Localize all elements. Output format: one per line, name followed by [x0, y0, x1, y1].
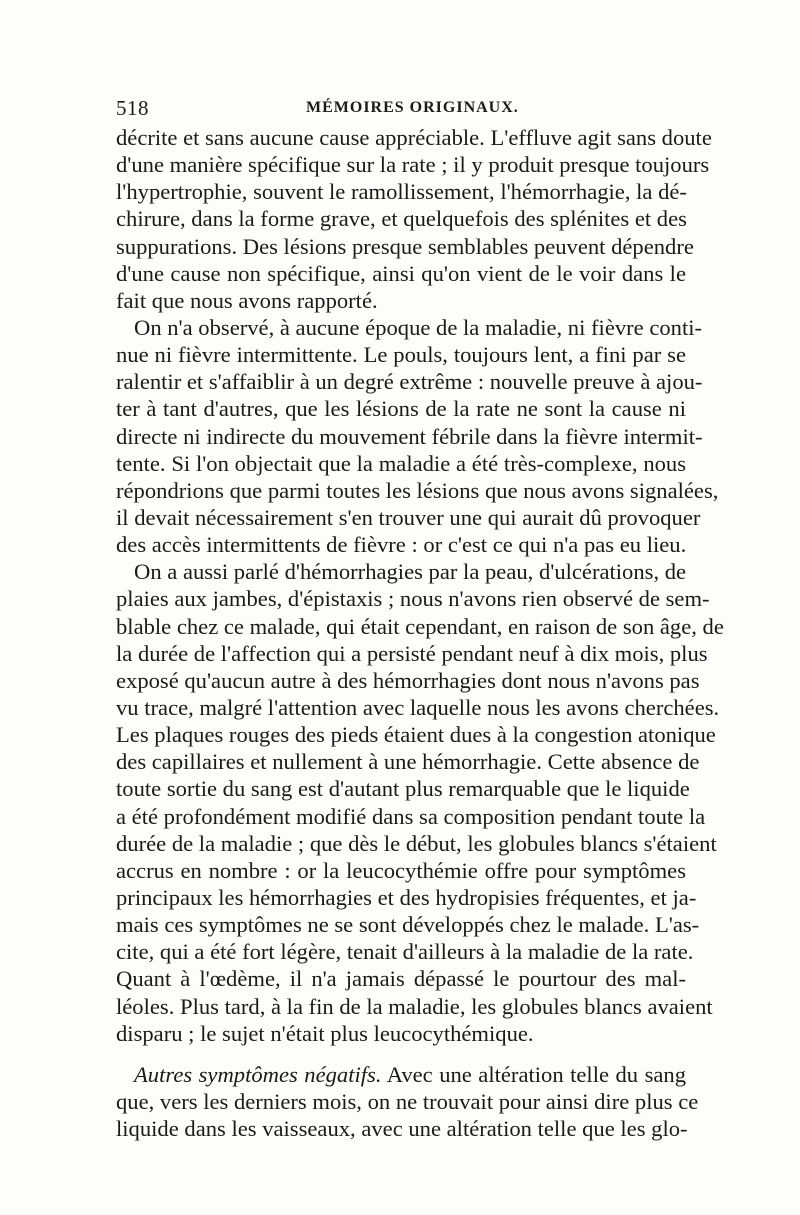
text-line: chirure, dans la forme grave, et quelquefois des splénites et des	[116, 206, 687, 232]
text-line: exposé qu'aucun autre à des hémorrhagies dont nous n'avons pas	[116, 667, 700, 693]
text-run: Avec une altération telle du sang	[381, 1061, 686, 1087]
running-header	[116, 96, 686, 124]
text-line: On n'a observé, à aucune époque de la maladie, ni fièvre conti-	[134, 314, 703, 340]
section-heading: Autres symptômes négatifs.	[134, 1061, 382, 1087]
page-number: 518	[116, 96, 149, 120]
text-line: décrite et sans aucune cause appréciable. L'effluve agit sans doute	[116, 125, 712, 150]
text-line: fait que nous avons rapporté.	[116, 287, 378, 313]
text-line: d'une cause non spécifique, ainsi qu'on vient de le voir dans le	[116, 260, 686, 286]
text-line	[116, 1061, 686, 1088]
paragraph	[116, 558, 724, 1047]
text-line: ter à tant d'autres, que les lésions de la rate ne sont la cause ni	[116, 396, 686, 422]
text-line: ralentir et s'affaiblir à un degré extrême : nouvelle preuve à ajou-	[116, 369, 703, 395]
text-line: des capillaires et nullement à une hémorrhagie. Cette absence de	[116, 749, 700, 775]
text-line: Les plaques rouges des pieds étaient dues à la congestion atonique	[116, 722, 716, 748]
running-title: MÉMOIRES ORIGINAUX.	[306, 99, 519, 116]
text-line: répondrions que parmi toutes les lésions que nous avons signalées,	[116, 477, 719, 503]
text-line: plaies aux jambes, d'épistaxis ; nous n'avons rien observé de sem-	[116, 586, 710, 612]
text-line: il devait nécessairement s'en trouver une qui aurait dû provoquer	[116, 504, 701, 530]
text-line: cite, qui a été fort légère, tenait d'ailleurs à la maladie de la rate.	[116, 939, 694, 965]
text-line: Quant à l'œdème, il n'a jamais dépassé le pourtour des mal-	[116, 966, 686, 992]
text-line: que, vers les derniers mois, on ne trouvait pour ainsi dire plus ce	[116, 1088, 699, 1114]
text-line: tente. Si l'on objectait que la maladie a été très-complexe, nous	[116, 450, 686, 476]
text-line: On a aussi parlé d'hémorrhagies par la peau, d'ulcérations, de	[134, 559, 687, 585]
text-line: l'hypertrophie, souvent le ramollissement, l'hémorrhagie, la dé-	[116, 179, 687, 205]
text-line: blable chez ce malade, qui était cependant, en raison de son âge, de	[116, 613, 724, 639]
text-line: accrus en nombre : or la leucocythémie offre pour symptômes	[116, 857, 686, 883]
body-text	[116, 124, 724, 1142]
text-line: disparu ; le sujet n'était plus leucocythémique.	[116, 1020, 534, 1046]
paragraph	[116, 124, 712, 314]
paragraph	[116, 1061, 699, 1142]
text-line: directe ni indirecte du mouvement fébrile dans la fièvre intermit-	[116, 423, 703, 449]
section-spacer	[116, 1047, 686, 1061]
text-line: vu trace, malgré l'attention avec laquelle nous les avons cherchées.	[116, 694, 720, 720]
paragraph	[116, 314, 719, 558]
text-line: principaux les hémorrhagies et des hydropisies fréquentes, et ja-	[116, 884, 697, 910]
text-line: a été profondément modifié dans sa composition pendant toute la	[116, 803, 706, 829]
text-line: suppurations. Des lésions presque semblables peuvent dépendre	[116, 233, 694, 259]
text-line: des accès intermittents de fièvre : or c'est ce qui n'a pas eu lieu.	[116, 532, 687, 558]
text-line: nue ni fièvre intermittente. Le pouls, toujours lent, a fini par se	[116, 342, 686, 368]
text-line: la durée de l'affection qui a persisté pendant neuf à dix mois, plus	[116, 640, 708, 666]
text-line: durée de la maladie ; que dès le début, les globules blancs s'étaient	[116, 830, 717, 856]
text-line: liquide dans les vaisseaux, avec une altération telle que les glo-	[116, 1116, 688, 1142]
text-line: toute sortie du sang est d'autant plus remarquable que le liquide	[116, 776, 690, 802]
text-line: d'une manière spécifique sur la rate ; il y produit presque toujours	[116, 152, 710, 178]
text-line: léoles. Plus tard, à la fin de la maladie, les globules blancs avaient	[116, 993, 713, 1019]
text-line: mais ces symptômes ne se sont développés chez le malade. L'as-	[116, 912, 700, 938]
